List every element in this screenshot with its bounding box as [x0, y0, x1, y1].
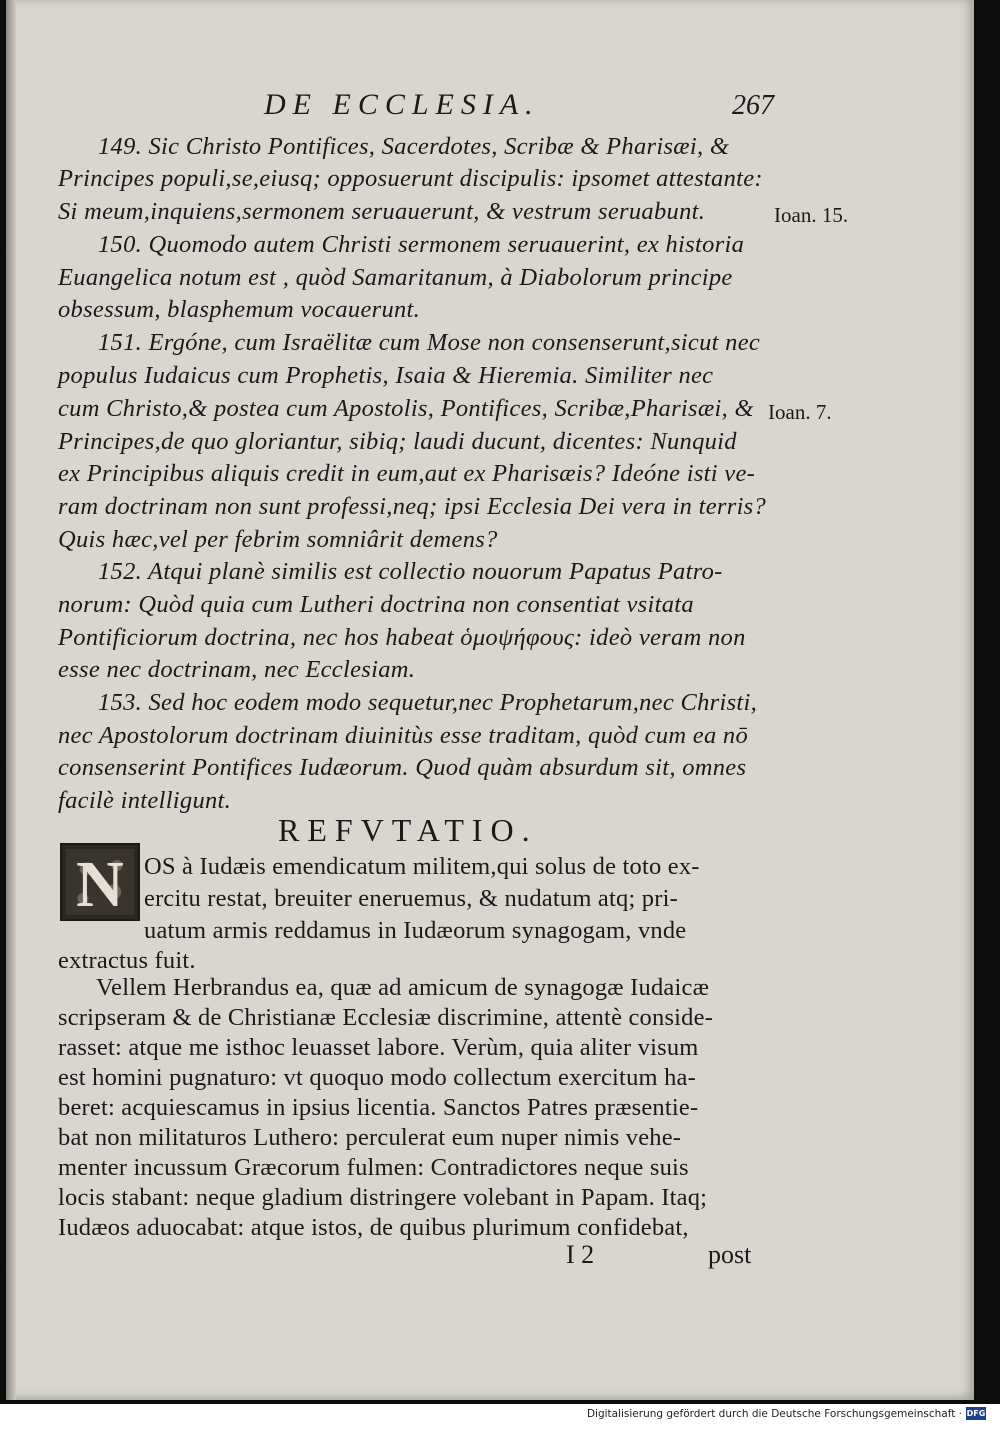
text-line: populus Iudaicus cum Prophetis, Isaia & Hieremia. Similiter nec [58, 362, 714, 389]
text-line: 152. Atqui planè similis est collectio nouorum Papatus Patro- [98, 558, 723, 585]
text-line: obsessum, blasphemum vocauerunt. [58, 296, 421, 323]
catchword: post [708, 1240, 752, 1269]
text-line: 149. Sic Christo Pontifices, Sacerdotes, Scribæ & Pharisæi, & [98, 133, 730, 160]
text-line: esse nec doctrinam, nec Ecclesiam. [58, 656, 416, 683]
text-line: Euangelica notum est , quòd Samaritanum, à Diabolorum principe [58, 264, 733, 291]
text-line: cum Christo,& postea cum Apostolis, Pontifices, Scribæ,Pharisæi, & [58, 395, 754, 422]
text-line: est homini pugnaturo: vt quoquo modo collectum exercitum ha- [58, 1064, 696, 1091]
text-line: nec Apostolorum doctrinam diuinitùs esse traditam, quòd cum ea nō [58, 722, 749, 749]
text-line: ex Principibus aliquis credit in eum,aut ex Pharisæis? Ideóne isti ve- [58, 460, 756, 487]
text-line: Quis hæc,vel per febrim somniârit demens? [58, 526, 498, 553]
page-gutter-edge [6, 0, 16, 1400]
text-line: Principes populi,se,eiusq; opposuerunt discipulis: ipsomet attestante: [58, 165, 763, 192]
running-title: DE ECCLESIA. [264, 88, 540, 121]
text-line: bat non militaturos Luthero: perculerat eum nuper nimis vehe- [58, 1124, 682, 1151]
text-line: Vellem Herbrandus ea, quæ ad amicum de synagogæ Iudaicæ [96, 974, 710, 1001]
signature-mark: I 2 [566, 1240, 595, 1269]
text-line: rasset: atque me isthoc leuasset labore. Verùm, quia aliter visum [58, 1034, 699, 1061]
text-line: beret: acquiescamus in ipsius licentia. Sanctos Patres præsentie- [58, 1094, 699, 1121]
text-line: locis stabant: neque gladium distringere volebant in Papam. Itaq; [58, 1184, 708, 1211]
text-line: Pontificiorum doctrina, nec hos habeat ὁμοψήφους: ideò veram non [58, 624, 746, 651]
section-title: REFVTATIO. [278, 812, 538, 848]
text-line: ercitu restat, breuiter eneruemus, & nudatum atq; pri- [144, 885, 678, 912]
text-line: 151. Ergóne, cum Israëlitæ cum Mose non consenserunt,sicut nec [98, 329, 761, 356]
text-line: Iudæos aduocabat: atque istos, de quibus plurimum confidebat, [58, 1214, 689, 1241]
decorated-initial [60, 843, 140, 921]
text-line: OS à Iudæis emendicatum militem,qui solus de toto ex- [144, 853, 700, 880]
marginal-reference: Ioan. 7. [768, 400, 832, 424]
text-line: facilè intelligunt. [58, 787, 232, 814]
text-line: consenserint Pontifices Iudæorum. Quod quàm absurdum sit, omnes [58, 754, 747, 781]
text-line: ram doctrinam non sunt professi,neq; ipsi Ecclesia Dei vera in terris? [58, 493, 767, 520]
page-number: 267 [732, 90, 774, 121]
text-line: 150. Quomodo autem Christi sermonem seruauerint, ex historia [98, 231, 745, 258]
text-line: Si meum,inquiens,sermonem seruauerunt, & vestrum seruabunt. [58, 198, 706, 225]
text-line: scripseram & de Christianæ Ecclesiæ discrimine, attentè conside- [58, 1004, 714, 1031]
marginal-reference: Ioan. 15. [774, 203, 849, 227]
text-line: uatum armis reddamus in Iudæorum synagogam, vnde [144, 917, 687, 944]
text-line: 153. Sed hoc eodem modo sequetur,nec Prophetarum,nec Christi, [98, 689, 758, 716]
book-page [6, 0, 974, 1400]
digitization-credit: Digitalisierung gefördert durch die Deutsche Forschungsgemeinschaft · [586, 1408, 962, 1420]
text-line: menter incussum Græcorum fulmen: Contradictores neque suis [58, 1154, 689, 1181]
text-line: norum: Quòd quia cum Lutheri doctrina non consentiat vsitata [58, 591, 694, 618]
initial-letter: N [76, 848, 124, 921]
dfg-logo: DFG [966, 1409, 986, 1418]
text-line: extractus fuit. [58, 947, 196, 974]
text-line: Principes,de quo gloriantur, sibiq; laudi ducunt, dicentes: Nunquid [58, 428, 737, 455]
